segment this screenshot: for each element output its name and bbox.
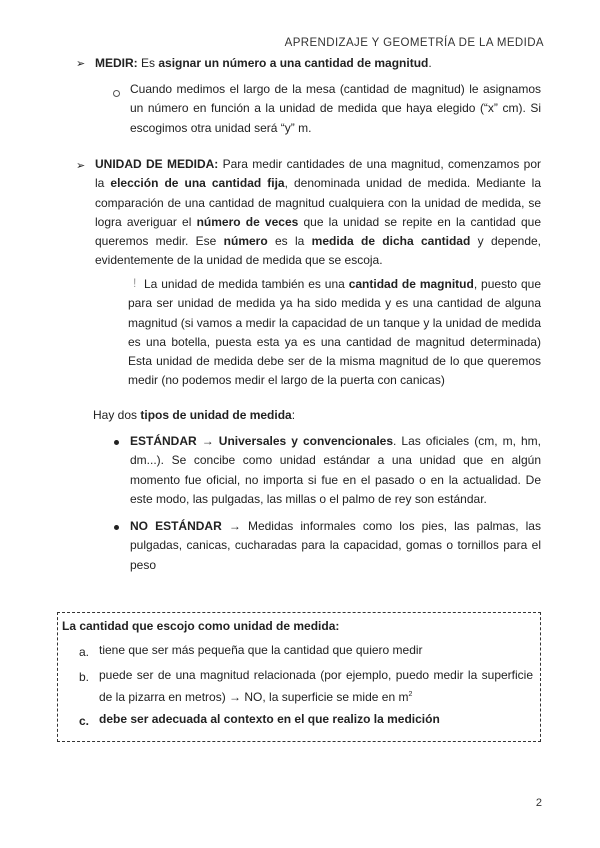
- arrow-bullet-icon: ➢: [76, 58, 86, 70]
- dot-bullet-icon: [114, 440, 119, 445]
- dot-bullet-icon: [114, 525, 119, 530]
- box-item-c: debe ser adecuada al contexto en el que realizo la medición: [99, 712, 440, 726]
- medir-term: MEDIR:: [95, 56, 138, 70]
- circle-bullet-icon: [113, 90, 120, 97]
- page-number: 2: [535, 797, 542, 809]
- arrow-right-icon: →: [228, 519, 241, 533]
- medir-example: Cuando medimos el largo de la mesa (cantidad de magnitud) le asignamos un número en función a la unidad de medida que haya elegido (“x” cm). Si escogimos otra unidad será “y” m.: [130, 82, 541, 135]
- list-marker: a.: [79, 645, 90, 659]
- medir-paragraph: MEDIR: Es asignar un número a una cantidad de magnitud.: [95, 56, 432, 70]
- list-marker: b.: [79, 670, 90, 684]
- note-paragraph: La unidad de medida también es una cantidad de magnitud, puesto que para ser unidad de medida ya ha sido medida y es una cantidad de alguna magnitud (si vamos a medir la capacidad de un tanque y la unidad de medida es una botella, puesta esta ya es una cantidad de magnitud determinada) Esta unidad de medida debe ser de la misma magnitud de lo que queremos medir (no podemos medir el largo de la puerta con canicas): [128, 277, 541, 388]
- no-estandar-item: NO ESTÁNDAR → Medidas informales como los pies, las palmas, las pulgadas, canicas, cucharadas para la capacidad, gomas o tornillos para el peso: [130, 519, 541, 572]
- unidad-term: UNIDAD DE MEDIDA:: [95, 157, 219, 171]
- medir-definition: asignar un número a una cantidad de magnitud: [158, 56, 429, 70]
- box-item-a: tiene que ser más pequeña que la cantidad que quiero medir: [99, 643, 423, 657]
- arrow-bullet-icon: ➢: [76, 160, 86, 172]
- box-title: La cantidad que escojo como unidad de medida:: [62, 619, 340, 633]
- estandar-item: ESTÁNDAR → Universales y convencionales. Las oficiales (cm, m, hm, dm...). Se concibe como unidad estándar a una unidad que en algún momento fue oficial, no importa si fue en el pasado o en la actualidad. De este modo, las pulgadas, las millas o el palmo de rey son estándar.: [130, 434, 541, 506]
- page-header: APRENDIZAJE Y GEOMETRÍA DE LA MEDIDA: [284, 37, 544, 49]
- box-item-b: puede ser de una magnitud relacionada (por ejemplo, puedo medir la superficie de la pizarra en metros) → NO, la superficie se mide en $m^2$: [99, 668, 533, 705]
- unidad-paragraph: UNIDAD DE MEDIDA: Para medir cantidades de una magnitud, comenzamos por la elección de una cantidad fija, denominada unidad de medida. Mediante la comparación de una cantidad de magnitud cualquiera con la unidad de medida, se logra averiguar el número de veces que la unidad se repite en la cantidad que queremos medir. Ese número es la medida de dicha cantidad y depende, evidentemente de la unidad de medida que se escoja.: [95, 157, 542, 268]
- exclamation-icon: !: [133, 276, 137, 290]
- arrow-right-icon: →: [201, 434, 214, 448]
- list-marker: c.: [79, 714, 90, 728]
- tipos-intro: Hay dos tipos de unidad de medida:: [93, 408, 296, 422]
